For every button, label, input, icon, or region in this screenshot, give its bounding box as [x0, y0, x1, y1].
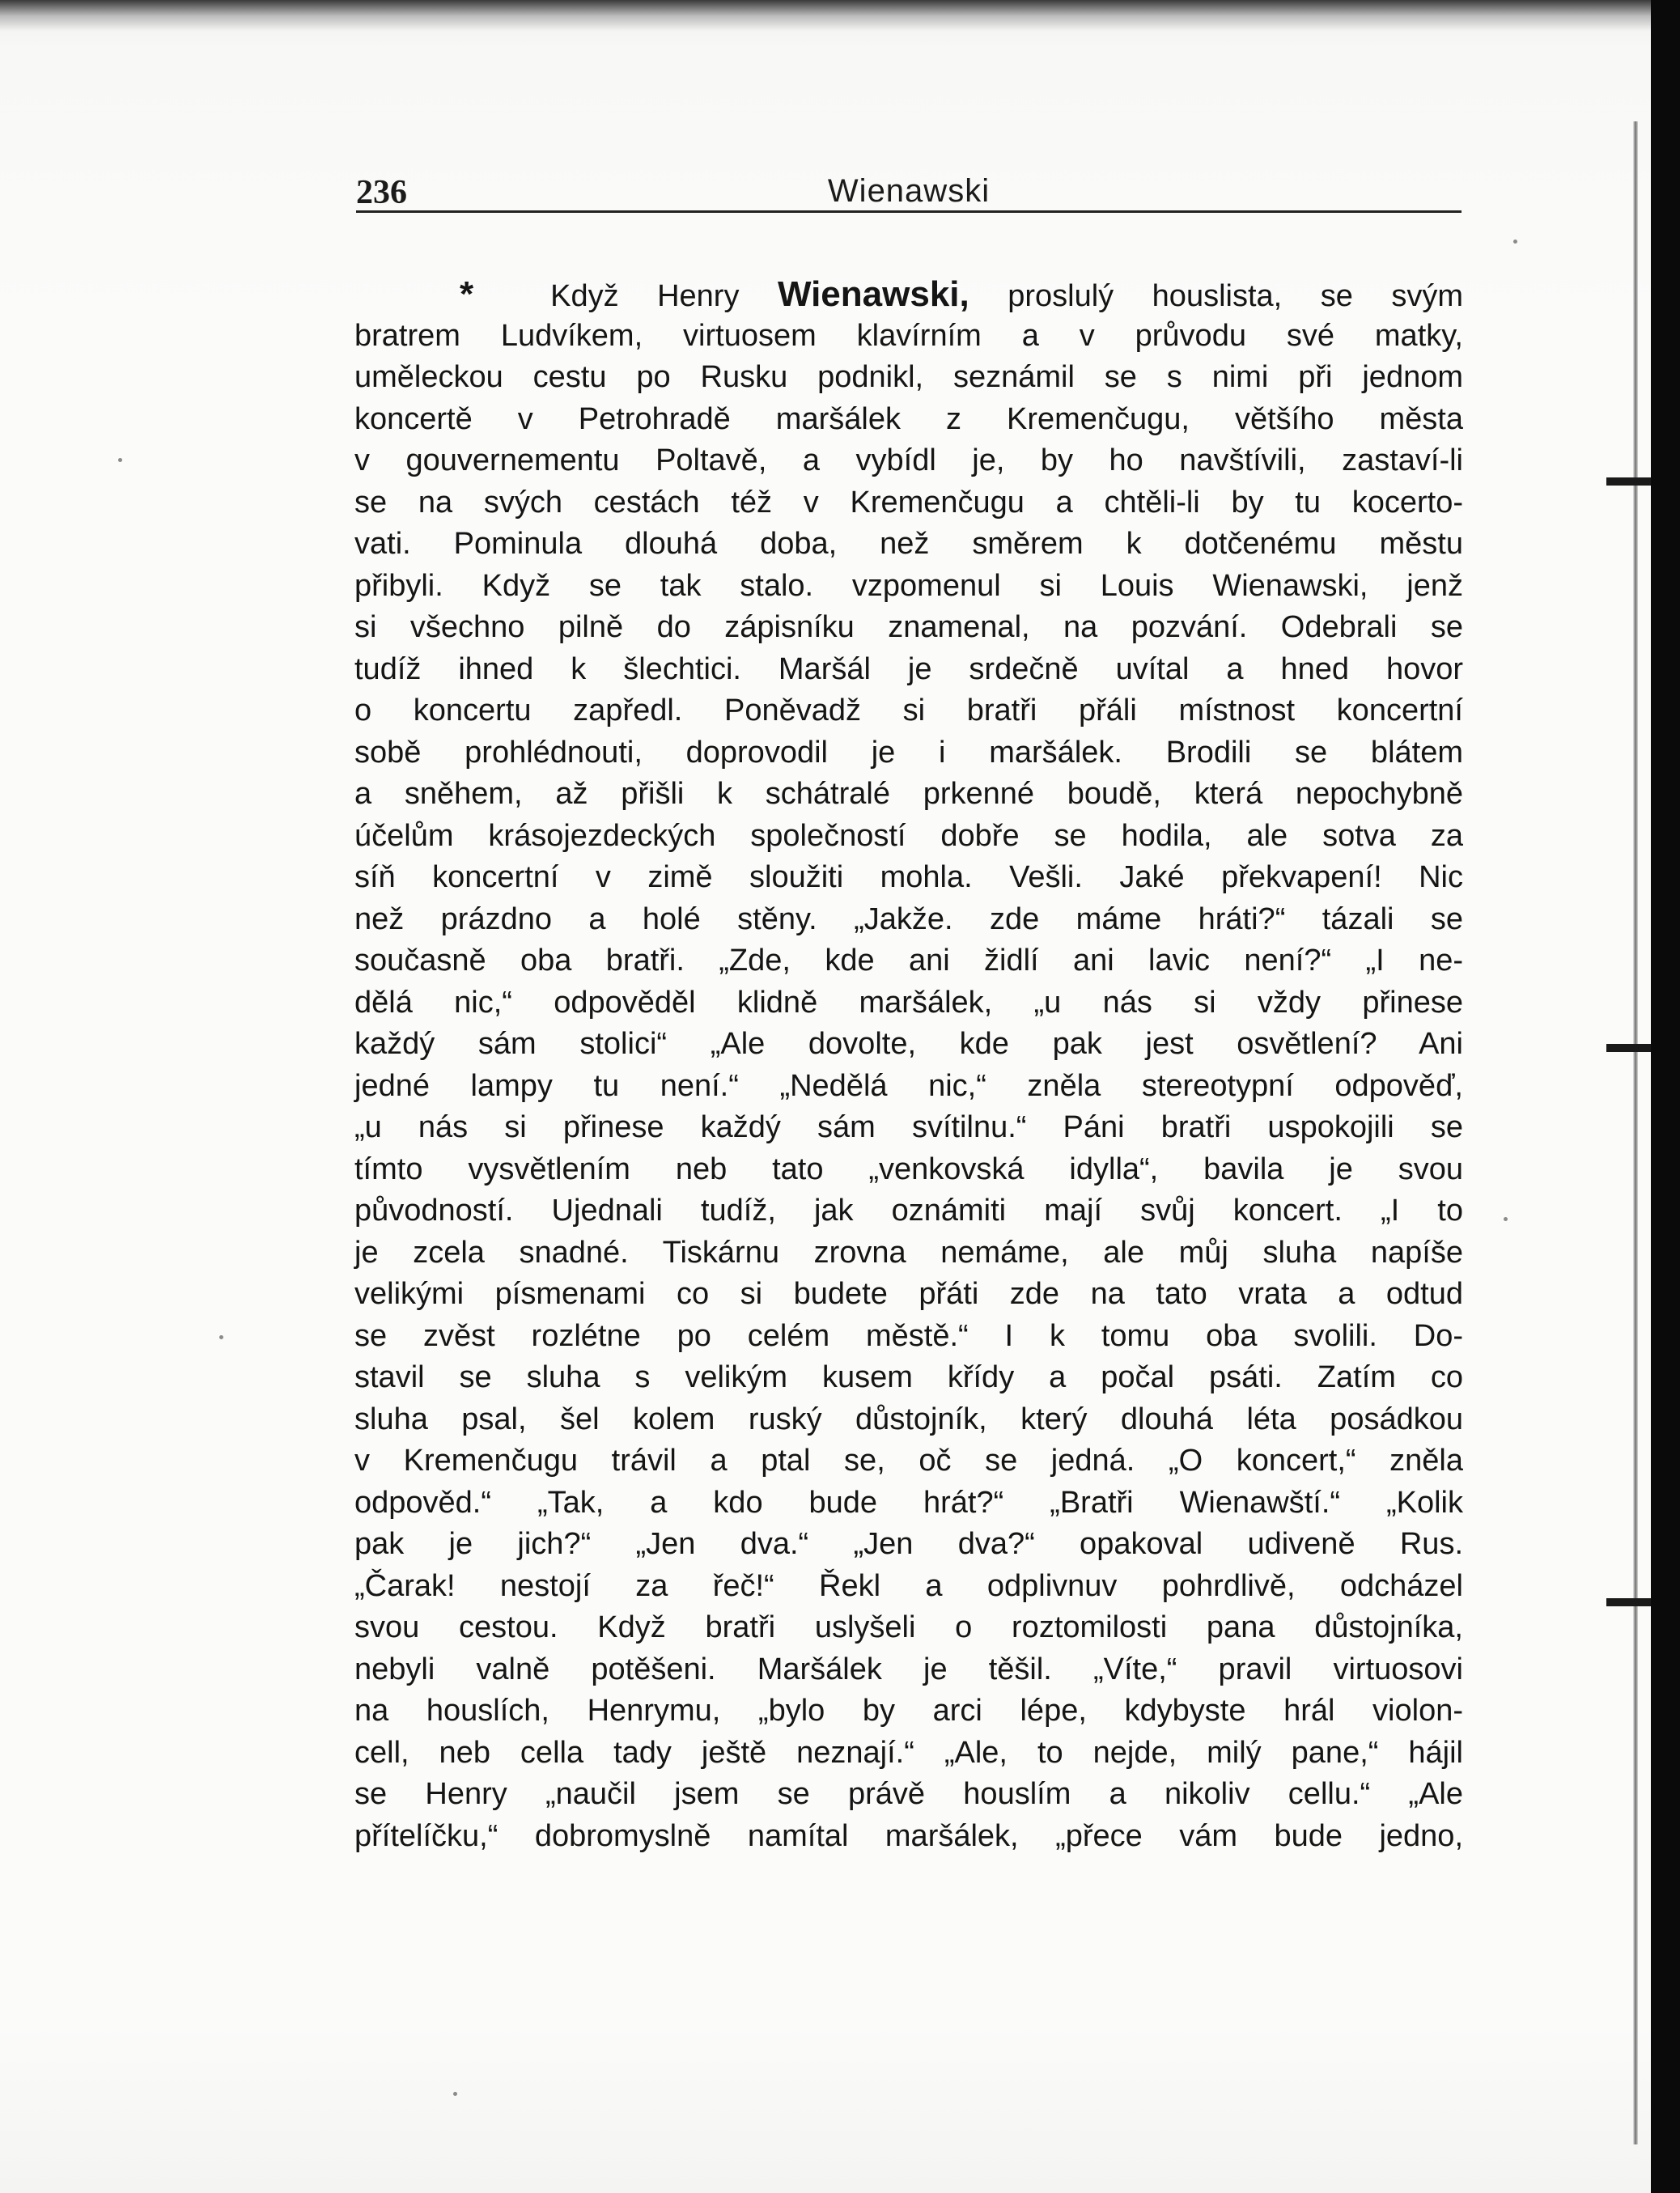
running-title: Wienawski — [827, 173, 991, 209]
opening-prefix: Když Henry — [550, 279, 778, 313]
page-header — [356, 168, 1462, 213]
text-line: účelům krásojezdeckých společností dobře se hodila, ale sotva za — [354, 818, 1463, 853]
scan-top-shadow — [0, 0, 1680, 31]
scan-page-edge — [1633, 121, 1638, 2144]
text-line: „u nás si přinese každý sám svítilnu.“ Páni bratři uspokojili se — [354, 1110, 1463, 1144]
text-line: odpověd.“ „Tak, a kdo bude hrát?“ „Bratři Wienawští.“ „Kolik — [354, 1485, 1463, 1520]
text-line: než prázdno a holé stěny. „Jakže. zde máme hráti?“ tázali se — [354, 901, 1463, 936]
text-line: pak je jich?“ „Jen dva.“ „Jen dva?“ opakoval udiveně Rus. — [354, 1527, 1463, 1561]
text-line: přítelíčku,“ dobromyslně namítal maršálek, „přece vám bude jedno, — [354, 1818, 1463, 1853]
text-line: sluha psal, šel kolem ruský důstojník, který dlouhá léta posádkou — [354, 1402, 1463, 1436]
text-line: stavil se sluha s velikým kusem křídy a počal psáti. Zatím co — [354, 1360, 1463, 1394]
text-line: a sněhem, až přišli k schátralé prkenné boudě, která nepochybně — [354, 777, 1463, 811]
scan-edge-mark — [1606, 477, 1651, 486]
scan-speck — [1513, 240, 1517, 244]
text-line: jedné lampy tu není.“ „Nedělá nic,“ zněla stereotypní odpověď, — [354, 1068, 1463, 1103]
text-line: sobě prohlédnouti, doprovodil je i maršálek. Brodili se blátem — [354, 735, 1463, 770]
text-line: je zcela snadné. Tiskárnu zrovna nemáme, ale můj sluha napíše — [354, 1235, 1463, 1270]
scan-binding-edge — [1651, 0, 1680, 2193]
text-line: síň koncertní v zimě sloužiti mohla. Vešli. Jaké překvapení! Nic — [354, 860, 1463, 894]
text-line: uměleckou cestu po Rusku podnikl, seznámil se s nimi při jednom — [354, 360, 1463, 394]
text-line: vati. Pominula dlouhá doba, než směrem k dotčenému městu — [354, 527, 1463, 561]
subject-name: Wienawski, — [777, 274, 969, 314]
scan-speck — [453, 2092, 457, 2096]
text-line: původností. Ujednali tudíž, jak oznámiti mají svůj koncert. „I to — [354, 1194, 1463, 1228]
text-line: se zvěst rozlétne po celém městě.“ I k tomu oba svolili. Do- — [354, 1318, 1463, 1353]
text-line: každý sám stolici“ „Ale dovolte, kde pak jest osvětlení? Ani — [354, 1027, 1463, 1061]
scan-speck — [1504, 1217, 1508, 1221]
text-line: současně oba bratři. „Zde, kde ani židlí ani lavic není?“ „I ne- — [354, 944, 1463, 978]
opening-suffix: proslulý houslista, se svým — [969, 279, 1463, 313]
text-line: bratrem Ludvíkem, virtuosem klavírním a v průvodu své matky, — [354, 318, 1463, 353]
scan-edge-mark — [1606, 1044, 1651, 1052]
text-line: svou cestou. Když bratři uslyšeli o roztomilosti pana důstojníka, — [354, 1610, 1463, 1644]
page-number: 236 — [356, 174, 407, 211]
text-line: se na svých cestách též v Kremenčugu a chtěli-li by tu kocerto- — [354, 485, 1463, 520]
text-line: dělá nic,“ odpověděl klidně maršálek, „u nás si vždy přinese — [354, 985, 1463, 1020]
text-line: velikými písmenami co si budete přáti zde na tato vrata a odtud — [354, 1277, 1463, 1311]
text-line: přibyli. Když se tak stalo. vzpomenul si Louis Wienawski, jenž — [354, 568, 1463, 603]
asterisk-marker: * — [460, 274, 474, 314]
text-line: tímto vysvětlením neb tato „venkovská idylla“, bavila je svou — [354, 1152, 1463, 1186]
text-line: cell, neb cella tady ještě neznají.“ „Ale, to nejde, milý pane,“ hájil — [354, 1735, 1463, 1770]
paragraph-first-line — [354, 274, 1463, 316]
article-text — [354, 274, 1463, 1857]
scan-speck — [118, 458, 122, 462]
text-line: koncertě v Petrohradě maršálek z Kremenčugu, většího města — [354, 401, 1463, 436]
scan-edge-mark — [1606, 1598, 1651, 1606]
text-line: v Kremenčugu trávil a ptal se, oč se jedná. „O koncert,“ zněla — [354, 1444, 1463, 1478]
text-line: nebyli valně potěšeni. Maršálek je těšil. „Víte,“ pravil virtuosovi — [354, 1652, 1463, 1686]
text-line: tudíž ihned k šlechtici. Maršál je srdečně uvítal a hned hovor — [354, 651, 1463, 686]
text-line: na houslích, Henrymu, „bylo by arci lépe, kdybyste hrál violon- — [354, 1694, 1463, 1728]
text-line: o koncertu zapředl. Poněvadž si bratři přáli místnost koncertní — [354, 694, 1463, 727]
text-line: se Henry „naučil jsem se právě houslím a nikoliv cellu.“ „Ale — [354, 1777, 1463, 1811]
text-line: „Čarak! nestojí za řeč!“ Řekl a odplivnuv pohrdlivě, odcházel — [354, 1568, 1463, 1603]
text-line: si všechno pilně do zápisníku znamenal, na pozvání. Odebrali se — [354, 610, 1463, 644]
text-line: v gouvernementu Poltavě, a vybídl je, by ho navštívili, zastaví-li — [354, 443, 1463, 477]
scan-speck — [219, 1335, 223, 1339]
